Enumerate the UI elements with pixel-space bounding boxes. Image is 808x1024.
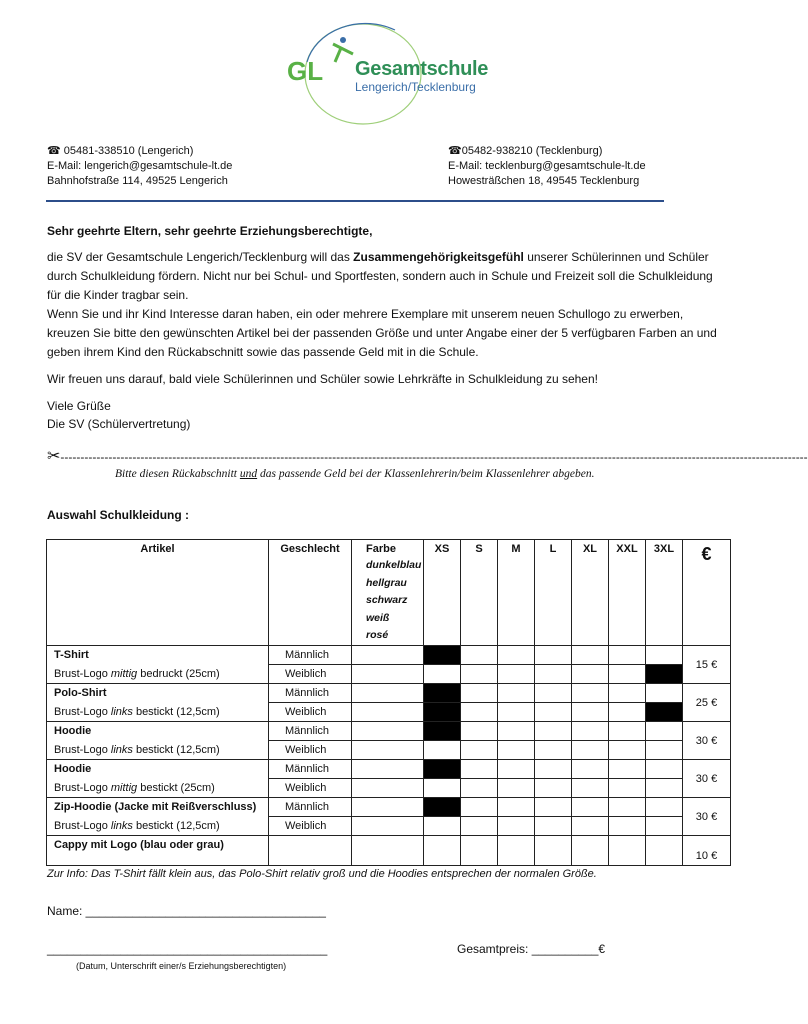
logo-subtitle: Lengerich/Tecklenburg (355, 80, 476, 94)
section-title: Auswahl Schulkleidung : (47, 508, 190, 522)
size-checkbox[interactable] (461, 798, 498, 817)
size-checkbox[interactable] (609, 836, 646, 866)
size-checkbox[interactable] (535, 798, 572, 817)
header-size-s: S (461, 540, 498, 646)
size-checkbox[interactable] (572, 836, 609, 866)
size-checkbox[interactable] (646, 798, 683, 817)
item-price: 30 € (683, 760, 731, 798)
cut-dashes: ------------------------------------------------------------------------------------------------------------------------------------------------------------------------------------------- (60, 450, 808, 464)
phone-tecklenburg: 05482-938210 (Tecklenburg) (461, 145, 603, 157)
size-unavailable (424, 760, 461, 779)
header-artikel: Artikel (47, 540, 269, 646)
size-unavailable (424, 684, 461, 703)
size-checkbox[interactable] (572, 779, 609, 798)
size-checkbox[interactable] (498, 741, 535, 760)
size-checkbox[interactable] (535, 722, 572, 741)
size-checkbox[interactable] (424, 836, 461, 866)
size-checkbox[interactable] (461, 722, 498, 741)
phone-lengerich: 05481-338510 (Lengerich) (63, 145, 194, 157)
item-name: Cappy mit Logo (blau oder grau) (47, 836, 269, 866)
color-field[interactable] (352, 741, 424, 760)
size-checkbox[interactable] (646, 646, 683, 665)
size-checkbox[interactable] (498, 798, 535, 817)
table-row (47, 836, 731, 866)
contact-tecklenburg (448, 144, 646, 189)
size-checkbox[interactable] (498, 760, 535, 779)
phone-icon: ☎ (448, 145, 462, 157)
table-row (47, 798, 731, 817)
color-field[interactable] (352, 722, 424, 741)
size-checkbox[interactable] (646, 741, 683, 760)
color-option: hellgrau (366, 576, 407, 589)
item-desc: Brust-Logo mittig bedruckt (25cm) (47, 665, 269, 684)
color-option: weiß (366, 611, 390, 624)
table-row (47, 646, 731, 665)
size-checkbox[interactable] (498, 817, 535, 836)
logo-initials: GL (287, 56, 324, 86)
item-price: 15 € (683, 646, 731, 684)
size-checkbox[interactable] (535, 741, 572, 760)
gender-male: Männlich (269, 684, 352, 703)
item-name: Hoodie (47, 722, 269, 741)
size-checkbox[interactable] (609, 817, 646, 836)
item-name: Hoodie (47, 760, 269, 779)
size-checkbox[interactable] (646, 722, 683, 741)
size-checkbox[interactable] (572, 817, 609, 836)
size-checkbox[interactable] (461, 646, 498, 665)
table-row (47, 741, 731, 760)
paragraph-2: Wenn Sie und ihr Kind Interesse daran haben, ein oder mehrere Exemplare mit unserem neuen Schullogo zu erwerben, kreuzen Sie bitte den gewünschten Artikel bei der passenden Größe und unter Angabe einer der 5 verfügbaren Farben an und geben ihrem Kind den Rückabschnitt sowie das passende Geld mit in die Schule. (47, 307, 717, 359)
table-row (47, 760, 731, 779)
size-checkbox[interactable] (461, 665, 498, 684)
email-tecklenburg: E-Mail: tecklenburg@gesamtschule-lt.de (448, 160, 646, 172)
size-checkbox[interactable] (572, 665, 609, 684)
size-checkbox[interactable] (424, 741, 461, 760)
closing-greeting: Viele Grüße (47, 399, 111, 413)
address-lengerich: Bahnhofstraße 114, 49525 Lengerich (47, 175, 228, 187)
color-field[interactable] (352, 779, 424, 798)
size-checkbox[interactable] (535, 779, 572, 798)
address-tecklenburg: Howesträßchen 18, 49545 Tecklenburg (448, 175, 640, 187)
item-desc: Brust-Logo links bestickt (12,5cm) (47, 817, 269, 836)
size-checkbox[interactable] (424, 665, 461, 684)
item-name: T-Shirt (47, 646, 269, 665)
size-checkbox[interactable] (609, 665, 646, 684)
table-row (47, 779, 731, 798)
header-size-xxl: XXL (609, 540, 646, 646)
color-field[interactable] (352, 684, 424, 703)
item-price: 25 € (683, 684, 731, 722)
paragraph-1-bold: Zusammengehörigkeitsgefühl (353, 250, 524, 264)
size-checkbox[interactable] (535, 665, 572, 684)
email-lengerich: E-Mail: lengerich@gesamtschule-lt.de (47, 160, 233, 172)
item-price: 30 € (683, 722, 731, 760)
size-checkbox[interactable] (572, 646, 609, 665)
header-price: € (683, 540, 731, 646)
header-size-3xl: 3XL (646, 540, 683, 646)
color-field[interactable] (352, 798, 424, 817)
size-checkbox[interactable] (461, 741, 498, 760)
size-checkbox[interactable] (461, 779, 498, 798)
size-checkbox[interactable] (609, 722, 646, 741)
paragraph-3: Wir freuen uns darauf, bald viele Schülerinnen und Schüler sowie Lehrkräfte in Schulkleidung zu sehen! (47, 372, 598, 386)
gender-field (269, 836, 352, 866)
size-checkbox[interactable] (461, 684, 498, 703)
cut-note-b: das passende Geld bei der Klassenlehrerin/beim Klassenlehrer abgeben. (257, 468, 595, 480)
size-checkbox[interactable] (535, 646, 572, 665)
size-checkbox[interactable] (646, 836, 683, 866)
contact-lengerich (47, 144, 232, 189)
header-size-m: M (498, 540, 535, 646)
size-checkbox[interactable] (461, 760, 498, 779)
table-row (47, 665, 731, 684)
paragraph-1-text-b: unserer Schülerinnen und Schüler durch Schulkleidung fördern. Nicht nur bei Schul- und Sportfesten, sondern auch in Schule und Freizeit soll die Schulkleidung für die Kinder tragbar sein. (47, 250, 713, 302)
color-field[interactable] (352, 646, 424, 665)
size-unavailable (424, 646, 461, 665)
size-info-note: Zur Info: Das T-Shirt fällt klein aus, das Polo-Shirt relativ groß und die Hoodies entsprechen der normalen Größe. (47, 868, 597, 880)
size-unavailable (424, 703, 461, 722)
gender-male: Männlich (269, 722, 352, 741)
color-option: rosé (366, 629, 389, 641)
header-divider (46, 200, 664, 202)
size-checkbox[interactable] (609, 703, 646, 722)
gender-male: Männlich (269, 760, 352, 779)
item-price: 10 € (683, 836, 731, 866)
size-checkbox[interactable] (572, 684, 609, 703)
paragraph-1 (47, 248, 717, 305)
size-unavailable (424, 798, 461, 817)
size-checkbox[interactable] (498, 646, 535, 665)
size-checkbox[interactable] (535, 817, 572, 836)
size-unavailable (646, 703, 683, 722)
gender-female: Weiblich (269, 665, 352, 684)
color-option: dunkelblau (366, 559, 422, 571)
item-name: Polo-Shirt (47, 684, 269, 703)
size-checkbox[interactable] (609, 741, 646, 760)
size-checkbox[interactable] (535, 836, 572, 866)
table-row (47, 703, 731, 722)
size-checkbox[interactable] (498, 703, 535, 722)
gender-female: Weiblich (269, 779, 352, 798)
total-price-field[interactable]: Gesamtpreis: __________€ (457, 942, 606, 956)
color-field[interactable] (352, 836, 424, 866)
item-price: 30 € (683, 798, 731, 836)
cut-note-a: Bitte diesen Rückabschnitt (115, 468, 240, 480)
size-checkbox[interactable] (609, 646, 646, 665)
order-table (46, 539, 731, 866)
header-farbe-label: Farbe (366, 543, 396, 555)
color-list (366, 557, 423, 645)
size-checkbox[interactable] (535, 760, 572, 779)
size-unavailable (646, 665, 683, 684)
item-desc: Brust-Logo links bestickt (12,5cm) (47, 703, 269, 722)
signature-field[interactable]: __________________________________________ (47, 942, 328, 956)
item-desc: Brust-Logo mittig bestickt (25cm) (47, 779, 269, 798)
size-checkbox[interactable] (461, 836, 498, 866)
size-checkbox[interactable] (572, 703, 609, 722)
size-checkbox[interactable] (498, 836, 535, 866)
color-field[interactable] (352, 760, 424, 779)
table-row (47, 722, 731, 741)
logo-wordmark: Gesamtschule (355, 58, 489, 80)
size-checkbox[interactable] (646, 779, 683, 798)
gender-male: Männlich (269, 798, 352, 817)
item-desc: Brust-Logo links bestickt (12,5cm) (47, 741, 269, 760)
item-name: Zip-Hoodie (Jacke mit Reißverschluss) (47, 798, 269, 817)
header-geschlecht: Geschlecht (269, 540, 352, 646)
size-checkbox[interactable] (609, 779, 646, 798)
color-field[interactable] (352, 665, 424, 684)
size-checkbox[interactable] (461, 817, 498, 836)
cut-note (115, 468, 595, 480)
size-checkbox[interactable] (535, 684, 572, 703)
salutation: Sehr geehrte Eltern, sehr geehrte Erziehungsberechtigte, (47, 224, 373, 238)
size-checkbox[interactable] (609, 684, 646, 703)
size-checkbox[interactable] (498, 684, 535, 703)
table-row (47, 684, 731, 703)
paragraph-1-text-a: die SV der Gesamtschule Lengerich/Tecklenburg will das (47, 250, 354, 264)
size-checkbox[interactable] (498, 779, 535, 798)
size-checkbox[interactable] (461, 703, 498, 722)
size-checkbox[interactable] (535, 703, 572, 722)
closing-signature: Die SV (Schülervertretung) (47, 417, 191, 431)
size-checkbox[interactable] (646, 684, 683, 703)
phone-icon: ☎ (47, 145, 61, 157)
gender-male: Männlich (269, 646, 352, 665)
signature-note: (Datum, Unterschrift einer/s Erziehungsberechtigten) (76, 961, 287, 971)
size-checkbox[interactable] (572, 741, 609, 760)
size-checkbox[interactable] (609, 798, 646, 817)
header-size-xl: XL (572, 540, 609, 646)
color-field[interactable] (352, 703, 424, 722)
color-option: schwarz (366, 594, 408, 606)
header-farbe (352, 540, 424, 646)
size-unavailable (424, 722, 461, 741)
size-checkbox[interactable] (498, 665, 535, 684)
size-checkbox[interactable] (572, 798, 609, 817)
size-checkbox[interactable] (646, 817, 683, 836)
header-size-l: L (535, 540, 572, 646)
name-field[interactable]: Name: ____________________________________ (47, 904, 326, 918)
school-logo (275, 22, 500, 130)
header-size-xs: XS (424, 540, 461, 646)
size-checkbox[interactable] (572, 760, 609, 779)
cut-line (47, 446, 808, 466)
size-checkbox[interactable] (424, 817, 461, 836)
gender-female: Weiblich (269, 703, 352, 722)
scissors-icon: ✂ (47, 448, 61, 465)
size-checkbox[interactable] (498, 722, 535, 741)
size-checkbox[interactable] (572, 722, 609, 741)
size-checkbox[interactable] (424, 779, 461, 798)
size-checkbox[interactable] (609, 760, 646, 779)
gender-female: Weiblich (269, 741, 352, 760)
size-checkbox[interactable] (646, 760, 683, 779)
table-row (47, 817, 731, 836)
color-field[interactable] (352, 817, 424, 836)
cut-note-underlined: und (239, 468, 258, 480)
gender-female: Weiblich (269, 817, 352, 836)
